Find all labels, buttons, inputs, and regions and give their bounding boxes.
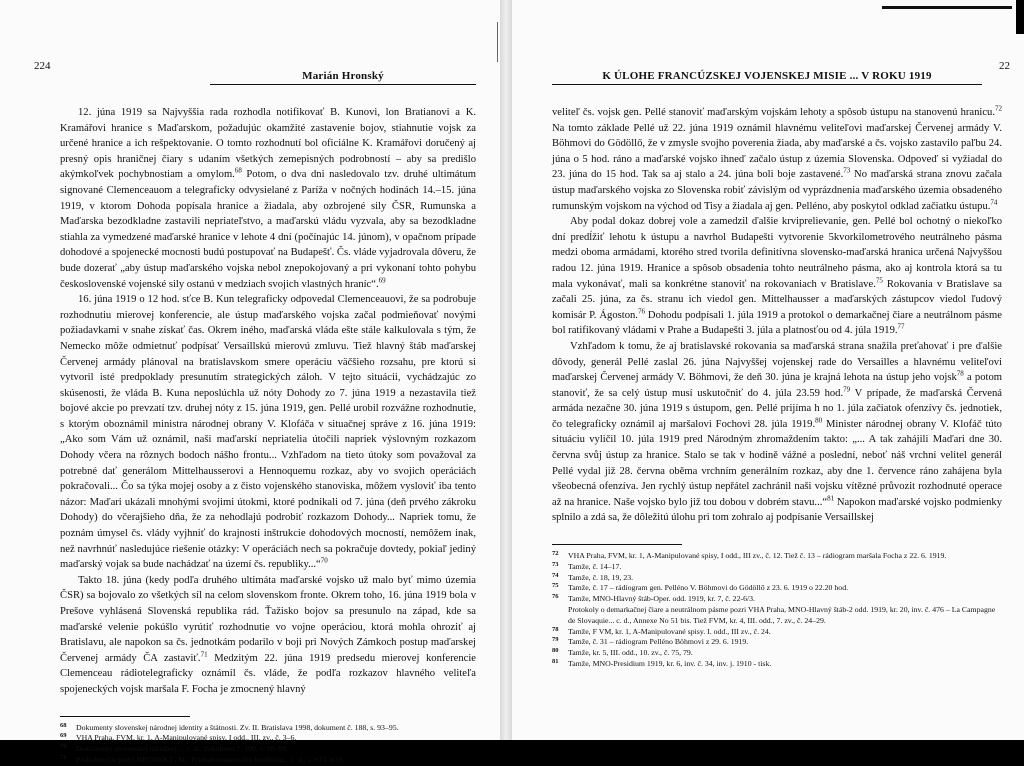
footnote-ref[interactable]: 78 bbox=[956, 369, 964, 378]
footnote-ref[interactable]: 77 bbox=[897, 322, 905, 331]
page-number: 224 bbox=[34, 60, 51, 72]
footnotes bbox=[552, 551, 1002, 670]
footnote: 70 Dokumenty slovenskej národnej ... c. d., dokument č. 190, s. 98–99. bbox=[60, 743, 289, 754]
paragraph: 12. júna 1919 sa Najvyššia rada rozhodla notifikovať B. Kunovi, lon Bratianovi a K. Kramářovi hranice s Maďarskom, požadujúc okamžité zastavenie bojov, stiahnutie vojsk za určené hranice a ich rešpektovanie. O tomto rozhodnutí bol oficiálne K. Kramářovi doručený aj presný opis hraničnej čiary s udaním všetkých zemepisných podrobností – aby sa predišlo akýmkoľvek pochybnostiam a omylom.$^{68}$ Potom, o dva dni nasledovalo tzv. druhé ultimátum signované Clemenceauom a telegraficky odvysielané z Paríža v nočných hodinách 14.–15. júna 1919, v ktorom Dohoda popísala hranice a žiadala, aby ozbrojené sily ČSR, Rumunska a Maďarska bezodkladne zastavili nepriateľstvo, a maďarskú vládu vyzvala, aby sa bezodkladne stiahla za vymedzené maďarské hranice v lehote 4 dní (počínajúc 14. júnom), v opačnom prípade dohodové a spojenecké mocnosti budú postupovať na Budapešť. Čs. vláde vyjadrovala dôveru, že bude dozerať „aby ústup maďarského vojska nebol znepokojovaný a pri vykonaní tohto pohybu československé vojenské sily ostanú v medziach svojich vlastných hraníc“.$^{69}$ bbox=[60, 107, 476, 290]
footnote: 78 Tamže, F VM, kr. 1, A-Manipulované spisy. I. odd., III zv., č. 24. bbox=[552, 625, 771, 636]
footnote-ref[interactable]: 79 bbox=[843, 385, 851, 394]
footnote-ref[interactable]: 74 bbox=[990, 198, 998, 207]
footnote-ref[interactable]: 70 bbox=[320, 556, 328, 565]
footnote: 74 Tamže, č. 18, 19, 23. bbox=[552, 571, 634, 582]
body-text bbox=[60, 105, 476, 698]
footnote-ref[interactable]: 81 bbox=[827, 494, 835, 503]
footnote-rule bbox=[60, 716, 190, 717]
body-text bbox=[552, 105, 1002, 526]
footnote: 72 VHA Praha, FVM, kr. 1, A-Manipulované spisy, I odd., III zv., č. 12. Tiež č. 13 – rádiogram maršala Focha z 22. 6. 1919. bbox=[552, 550, 947, 561]
footnote-ref[interactable]: 76 bbox=[637, 307, 645, 316]
paragraph: Aby podal dokaz dobrej vole a zamedzil ďalšie krviprelievanie, gen. Pellé bol ochotný o niekoľko dní predĺžiť lehotu k ústupu a navrhol Budapešti vytvorenie 5kvorkilometrového neutrálneho pásma medzi oboma armádami, ktorého stred tvorila definitívna slovensko-maďarská hranica určená Najvyššou radou 12. júna 1919. Hranice a spôsob obsadenia tohto neutrálneho pásma, ako aj kontrola ktorá sa tu mala vykonávať, mali sa konkrétne stanoviť na rokovaniach v Bratislave.$^{75}$ Rokovania v Bratislave sa začali 25. júna, za čs. stranu ich viedol gen. Mittelhausser a maďarských zástupcov viedol ľudový komisár P. Ágoston.$^{76}$ Dohodu podpísali 1. júla 1919 a protokol o demarkačnej čiare a neutrálnom pásme bol ratifikovaný vládami v Prahe a Budapešti 3. júla a platnosťou od 4. júla 1919.77 bbox=[552, 216, 1002, 337]
paragraph: Takto 18. júna (kedy podľa druhého ultimáta maďarské vojsko už malo byť mimo územia ČSR) sa bojovalo zo všetkých síl na celom slovenskom fronte. Okrem toho, 16. júna 1919 bola v Prešove vyhlásená Slovenská republika rád. Ťažisko bojov sa presunulo na západ, kde sa maďarské velenie pokúšlo vyrútiť rozhodnutie vo vojne operáciou, ktorá mohla ohroziť aj Bratislavu, ale napokon sa čs. jednotkám podarilo v boji pri Nových Zámkoch postup maďarskej Červenej armády ČA zastaviť.$^{71}$ Medzitým 22. júna 1919 predsedu mierovej konferencie Clemenceau rádiotelegraficky oznámil čs. vláde, že podľa rozkazov hlavného veliteľa spojeneckých vojsk maršala F. Focha je zmocnený hlavný bbox=[60, 574, 476, 695]
footnote: Protokoly o demarkačnej čiare a neutrálnom pásme pozri VHA Praha, MNO-Hlavný štáb-2 odd. 1919, kr. 20, inv. č. 476 – La Campagne de Slovaquie... c. d., Annexe No 51 bis. Tiež FVM, kr. 4, III. odd., 7. zv., č. 24–29. bbox=[568, 605, 996, 625]
footnote: 73 Tamže, č. 14–17. bbox=[552, 560, 622, 571]
paragraph: 16. júna 1919 o 12 hod. sťce B. Kun telegraficky odpovedal Clemenceauovi, že sa podrobuje rozhodnutiu mierovej konferencie, ale ústup maďarského vojska začal podmieňovať novými požiadavkami v snahe získať čas. Okrem iného, maďarská vláda ešte stále kalkulovala s tým, že Nemecko môže odmietnuť podpísať Versaillskú mierovú zmluvu. Tiež hlavný štáb maďarskej Červenej armády plánoval na bratislavskom smere operáciu väčšieho rozsahu, pre ktorú si vytvoril isté predpoklady presunutím strategických záloh. V tejto situácii, vychádzajúc zo skúsenosti, že vláda B. Kuna neposlúchla už nóty Dohody zo 7. júna 1919 a nezastavila tiež bojové akcie po prevzatí tzv. druhej nóty z 15. júna 1919, gen. Pellé urobil rozvážne rozhodnutie, s ktorým oboznámil ministra národnej obrany V. Klofáča v situačnej správe z 16. júna 1919: „Ako som Vám už oznámil, naši maďarskí nepriatelia útočili napriek výslovným rozkazom Dohody včera na rôznych bodoch nášho frontu... Vzhľadom na tieto útoky som považoval za potrebné dať generálom Mittelhausserovi a Hennoquemu rozkaz, aby vo svojich operáciách pokračovali... Čo sa týka mojej osoby a z čisto vojenského stanoviska, môžem vysloviť iba tento názor: Maďari ukázali mnohými svojimi útokmi, ktoré podnikali od 7. júna (deň prvého zákroku Dohody) do včerajšieho dňa, že za nehodlajú podrobiť rozkazom Dohody... Napriek tomu, že poznám úmysel čs. vlády vyjhniť do krajnosti inštrukcie dohodových mocností, nemôžem inak, než navrhnúť nasledujúce riešenie otázky: V operáciách nech sa pokračuje dovtedy, pokiaľ jediný maďarský vojak sa bude nachádzať na území čs. republiky...“$^{70}$ bbox=[60, 294, 476, 571]
footnote: 69 VHA Praha, FVM, kr. 1, A-Manipulované spisy, I odd., III. zv., č. 3–6. bbox=[60, 732, 297, 743]
scan-bar bbox=[882, 6, 1012, 9]
running-head: Marián Hronský bbox=[210, 70, 476, 85]
scan-corner bbox=[1016, 0, 1024, 34]
footnote-ref[interactable]: 72 bbox=[995, 104, 1002, 113]
footnote-ref[interactable]: 80 bbox=[815, 416, 823, 425]
footnote: 71 Podrobnejšie pozri HRONSKÝ, M.: Priebeh vojenského konfliktu... c. d., s. 615–618. bbox=[60, 753, 345, 764]
paragraph: Vzhľadom k tomu, že aj bratislavské rokovania sa maďarská strana snažila preťahovať i pre ďalšie dôvody, generál Pellé zaslal 26. júna Najvyššej vojenskej rade do Versailles a hlavnému veliteľovi maďarskej Červenej armády V. Böhmovi, že deň 30. júna je krajná lehota na ústup jeho vojsk$^{78}$ a potom stanoviť, že sa celý ústup musí uskutočniť do 4. júla 23.59 hod.$^{79}$ V prípade, že maďarská Červená armáda nezačne 30. júna 1919 s ústupom, gen. Pellé prijíma h no 1. júla začiatok ofenzívy čs. jednotiek, čo telegraficky oznámil aj maršalovi Fochovi 28. júla 1919.80 Minister národnej obrany V. Klofáč túto situáciu vyličil 10. júla 1919 pred Národným zhromaždením takto: „... A tak zahájili Maďari dne 30. června svůj ústup za hranice. Stalo se tak v hodině vážné a poslední, neboť náš vrchní velitel generál Pellé vydal již 28. června oběma vrchním generálním rozkaz, aby dne 1. července ráno zahájena byla všeobecná ofenzíva. Jen rychlý ústup nepřátel zachránil naši vojsku vítězné průvozit rozhodnuté operace až na hranice. Naše vojsko bylo již tou dobou v dobrém stavu...“$^{81}$ Napokon maďarské vojsko podmienky splnilo a zdá sa, že dôležitú úlohu pri tom zohralo aj podpísanie Versaillskej bbox=[552, 340, 1003, 524]
footnote-ref[interactable]: 69 bbox=[378, 276, 386, 284]
footnote: 80 Tamže, kr. 5, III. odd., 10. zv., č. 75, 79. bbox=[552, 647, 693, 658]
running-head: K ÚLOHE FRANCÚZSKEJ VOJENSKEJ MISIE ... V ROKU 1919 bbox=[552, 70, 982, 85]
footnote: 81 Tamže, MNO-Presidium 1919, kr. 6, inv. č. 34, inv. j. 1910 - tisk. bbox=[552, 658, 772, 668]
left-page bbox=[0, 0, 500, 764]
page-number: 22 bbox=[999, 60, 1010, 72]
footnote-ref[interactable]: 73 bbox=[843, 166, 851, 175]
footnote-ref[interactable]: 71 bbox=[200, 650, 208, 659]
footnote: 75 Tamže, č. 17 – rádiogram gen. Pelléno V. Böhmovi do Gödöllő z 23. 6. 1919 o 22.20 hod. bbox=[552, 582, 849, 593]
paragraph: veliteľ čs. vojsk gen. Pellé stanoviť maďarským vojskám lehoty a spôsob ústupu na stanovenú hranicu.$^{72}$ Na tomto základe Pellé už 22. júna 1919 oznámil hlavnému veliteľovi maďarskej Červenej armády V. Böhmovi do Gödöllő, že v zmysle svojho poverenia žiada, aby maďarské a čs. vojsko zastavilo paľbu 24. júna o 5 hod. ráno a maďarské vojsko ihneď začalo ústup z územia Slovenska. Odpoveď si vyžiadal do 23. júna do 15 hod. Tak sa aj stalo a 24. júna boli boje zastavené.$^{73}$ No maďarská strana znovu začala ústup maďarského vojska zo Slovenska robiť závislým od vyprázdnenia maďarského územia obsadeného rumunským vojskom na východ od Tisy a žiadala aj gen. Pelléno, aby poskytol odklad začiatku ústupu.$^{74}$ bbox=[552, 104, 1002, 212]
scan-mark bbox=[497, 22, 498, 62]
footnote: 79 Tamže, č. 31 – rádiogram Pelléno Böhmovi z 29. 6. 1919. bbox=[552, 636, 749, 647]
footnote-rule bbox=[552, 544, 682, 545]
footnote-ref[interactable]: 68 bbox=[234, 166, 242, 175]
footnote: 68 Dokumenty slovenskej národnej identity a štátnosti. Zv. II. Bratislava 1998, dokument č. 188, s. 93–95. bbox=[60, 721, 399, 732]
right-page bbox=[512, 0, 1024, 740]
book-gutter bbox=[500, 0, 512, 740]
footnotes bbox=[60, 723, 476, 766]
footnote-ref[interactable]: 75 bbox=[875, 276, 883, 284]
footnote: 76 Tamže, MNO-Hlavný štáb-Oper. odd. 1919, kr. 7, č. 22-6/3. bbox=[552, 593, 755, 604]
